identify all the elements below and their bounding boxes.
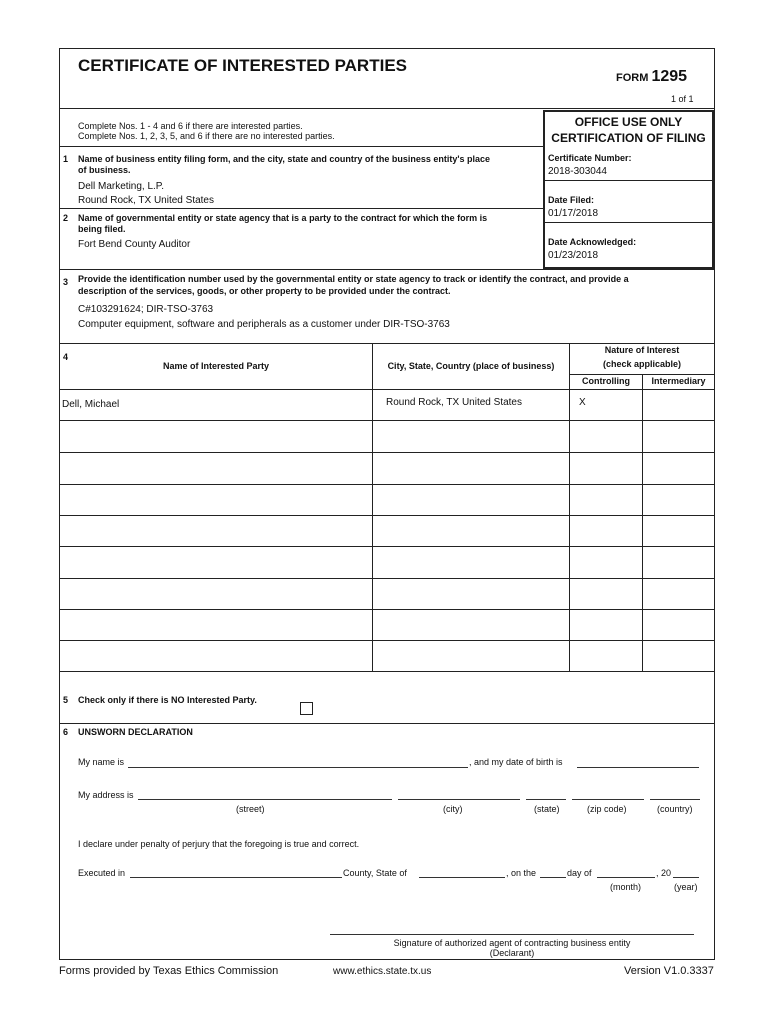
dob-field[interactable] [577,767,699,768]
date-acknowledged-value: 01/23/2018 [548,250,599,261]
state-caption: (state) [534,804,560,814]
section-1-label: Name of business entity filing form, and the city, state and country of the business entity's place [78,154,491,164]
governmental-entity-name: Fort Bend County Auditor [78,239,191,250]
column-header-check-applicable: (check applicable) [602,359,682,369]
table-row-name: Dell, Michael [62,399,120,410]
table-row-city: Round Rock, TX United States [386,397,522,408]
contract-description: Computer equipment, software and peripherals as a customer under DIR-TSO-3763 [78,319,450,330]
declarant-caption: (Declarant) [489,948,535,958]
date-filed-label: Date Filed: [548,195,595,205]
street-field[interactable] [138,799,392,800]
business-entity-location: Round Rock, TX United States [78,195,214,206]
no-interested-party-checkbox[interactable] [300,702,313,715]
name-field[interactable] [128,767,468,768]
section-3-label-2: description of the services, goods, or other property to be provided under the contract. [78,286,451,296]
month-caption: (month) [610,882,642,892]
section-2-label-2: being filed. [78,224,126,234]
section-1-number: 1 [63,154,69,164]
footer-website[interactable]: www.ethics.state.tx.us [333,966,432,977]
instruction-line-2: Complete Nos. 1, 2, 3, 5, and 6 if there are no interested parties. [78,131,335,141]
county-field[interactable] [130,877,342,878]
city-caption: (city) [443,804,463,814]
table-row-controlling: X [579,397,586,408]
on-the-label: , on the [506,868,537,878]
day-of-label: day of [567,868,592,878]
section-2-number: 2 [63,213,69,223]
month-field[interactable] [597,877,655,878]
street-caption: (street) [236,804,265,814]
office-use-heading: OFFICE USE ONLY [574,115,683,129]
county-label: County, State of [343,868,407,878]
dob-label: , and my date of birth is [469,757,563,767]
instruction-line-1: Complete Nos. 1 - 4 and 6 if there are interested parties. [78,121,303,131]
column-header-city: City, State, Country (place of business) [387,361,555,371]
section-6-number: 6 [63,727,69,737]
form-label: FORM 1295 [616,68,688,85]
no-interested-party-label: Check only if there is NO Interested Party. [78,695,257,705]
date-acknowledged-label: Date Acknowledged: [548,237,637,247]
country-field[interactable] [650,799,700,800]
unsworn-declaration-heading: UNSWORN DECLARATION [78,727,193,737]
section-3-number: 3 [63,277,69,287]
certificate-number-value: 2018-303044 [548,166,607,177]
signature-caption: Signature of authorized agent of contracting business entity [393,938,631,948]
zip-caption: (zip code) [587,804,627,814]
certificate-number-label: Certificate Number: [548,153,632,163]
state-field[interactable] [526,799,566,800]
column-header-intermediary: Intermediary [651,376,706,386]
column-header-name: Name of Interested Party [162,361,270,371]
footer-version: Version V1.0.3337 [624,965,714,977]
business-entity-name: Dell Marketing, L.P. [78,181,164,192]
column-header-controlling: Controlling [582,376,630,386]
year-prefix: , 20 [656,868,672,878]
page-count: 1 of 1 [671,94,694,104]
zip-field[interactable] [572,799,644,800]
day-field[interactable] [540,877,566,878]
form-title: CERTIFICATE OF INTERESTED PARTIES [78,56,407,75]
section-5-number: 5 [63,695,69,705]
section-3-label: Provide the identification number used by the governmental entity or state agency to track or identify the contract, and provide a [78,274,629,284]
state-of-field[interactable] [419,877,505,878]
section-1-label-2: of business. [78,165,131,175]
signature-line[interactable] [330,934,694,935]
footer-provider: Forms provided by Texas Ethics Commission [59,965,279,977]
form-number: 1295 [651,68,688,85]
executed-label: Executed in [78,868,126,878]
year-field[interactable] [673,877,699,878]
country-caption: (country) [657,804,693,814]
name-label: My name is [78,757,125,767]
city-field[interactable] [398,799,520,800]
section-2-label: Name of governmental entity or state agency that is a party to the contract for which the form is [78,213,488,223]
date-filed-value: 01/17/2018 [548,208,599,219]
section-4-number: 4 [63,352,69,362]
contract-id: C#103291624; DIR-TSO-3763 [78,304,214,315]
year-caption: (year) [674,882,698,892]
declaration-text: I declare under penalty of perjury that the foregoing is true and correct. [78,839,360,849]
address-label: My address is [78,790,134,800]
column-header-nature: Nature of Interest [604,345,680,355]
certification-heading: CERTIFICATION OF FILING [551,131,706,145]
